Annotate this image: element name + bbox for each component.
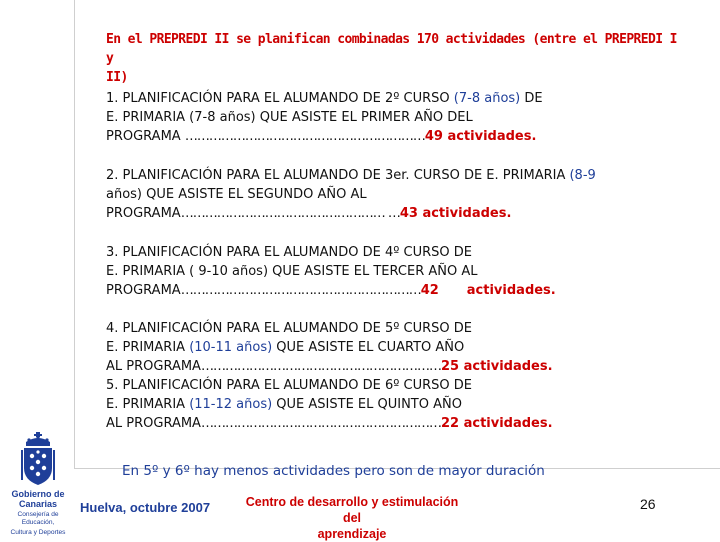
item-4-dots: …………………………………………………… <box>200 359 441 374</box>
item-2-line-2: años) QUE ASISTE EL SEGUNDO AÑO AL <box>106 187 367 202</box>
item-5-line-1: 5. PLANIFICACIÓN PARA EL ALUMANDO DE 6º CURSO DE <box>106 378 473 393</box>
item-1-line-3 <box>106 127 543 146</box>
list-item-4 <box>106 319 553 376</box>
item-3-program-label: PROGRAMA <box>106 283 181 298</box>
item-5-age: (11-12 años) <box>189 397 273 412</box>
item-4-line-2 <box>106 338 553 357</box>
item-5-line-2 <box>106 395 553 414</box>
item-1-line-1 <box>106 89 543 108</box>
item-1-text-b: DE <box>520 91 543 106</box>
item-2-program-label: PROGRAMA <box>106 206 181 221</box>
logo-sub-2: Cultura y Deportes <box>10 529 66 536</box>
item-3-line-3 <box>106 281 556 300</box>
list-item-5 <box>106 376 553 433</box>
item-1-line-2: E. PRIMARIA (7-8 años) QUE ASISTE EL PRIMER AÑO DEL <box>106 110 473 125</box>
item-1-dots: …………………………………………………… <box>184 129 425 144</box>
item-2-line-1 <box>106 166 596 185</box>
frame-line-vertical <box>74 0 75 468</box>
footer-center-line-2: aprendizaje <box>317 527 387 541</box>
item-1-count: 49 actividades. <box>424 129 537 144</box>
list-item-1 <box>106 89 543 146</box>
item-4-text-a: E. PRIMARIA <box>106 340 190 355</box>
list-item-2 <box>106 166 596 223</box>
item-5-line-3 <box>106 414 553 433</box>
item-3-line-2: E. PRIMARIA ( 9-10 años) QUE ASISTE EL TERCER AÑO AL <box>106 264 478 279</box>
item-4-program-label: AL PROGRAMA <box>106 359 201 374</box>
logo-name: Gobierno de Canarias <box>11 489 65 509</box>
title-line-2: II) <box>106 70 128 85</box>
page-number: 26 <box>640 496 656 512</box>
item-4-line-1: 4. PLANIFICACIÓN PARA EL ALUMANDO DE 5º CURSO DE <box>106 321 473 336</box>
item-2-count: 43 actividades. <box>399 206 512 221</box>
item-3-count: 42 <box>420 283 439 298</box>
item-4-count: 25 actividades. <box>440 359 553 374</box>
item-3-line-1: 3. PLANIFICACIÓN PARA EL ALUMANDO DE 4º CURSO DE <box>106 245 473 260</box>
item-2-age: (8-9 <box>569 168 596 183</box>
gobierno-canarias-logo <box>6 432 70 537</box>
logo-sub-1: Consejería de Educación, <box>17 511 59 526</box>
item-3-dots: …………………………………………………… <box>180 283 421 298</box>
item-4-age: (10-11 años) <box>189 340 273 355</box>
footer-center-line-1: Centro de desarrollo y estimulación del <box>245 495 459 525</box>
item-2-line-3 <box>106 204 596 223</box>
item-5-count: 22 actividades. <box>440 416 553 431</box>
footer-center-text <box>236 494 468 542</box>
item-1-age: (7-8 años) <box>453 91 521 106</box>
item-4-text-b: QUE ASISTE EL CUARTO AÑO <box>272 340 465 355</box>
duration-note: En 5º y 6º hay menos actividades pero son de mayor duración <box>122 463 545 479</box>
item-2-dots: …………………………………………… … <box>180 206 400 221</box>
item-2-text-a: 2. PLANIFICACIÓN PARA EL ALUMANDO DE 3er. CURSO DE E. PRIMARIA <box>106 168 570 183</box>
coat-of-arms-icon <box>20 432 56 486</box>
item-4-line-3 <box>106 357 553 376</box>
item-5-text-b: QUE ASISTE EL QUINTO AÑO <box>272 397 462 412</box>
item-5-dots: …………………………………………………… <box>200 416 441 431</box>
item-3-count-suffix: actividades. <box>466 283 556 298</box>
item-5-program-label: AL PROGRAMA <box>106 416 201 431</box>
list-item-3 <box>106 243 556 300</box>
item-5-text-a: E. PRIMARIA <box>106 397 190 412</box>
title-line-1: En el PREPREDI II se planifican combinadas 170 actividades (entre el PREPREDI I y <box>106 32 677 66</box>
item-1-text-a: 1. PLANIFICACIÓN PARA EL ALUMANDO DE 2º CURSO <box>106 91 454 106</box>
item-1-program-label: PROGRAMA <box>106 129 185 144</box>
slide-title <box>106 30 686 87</box>
footer-date: Huelva, octubre 2007 <box>80 500 211 515</box>
